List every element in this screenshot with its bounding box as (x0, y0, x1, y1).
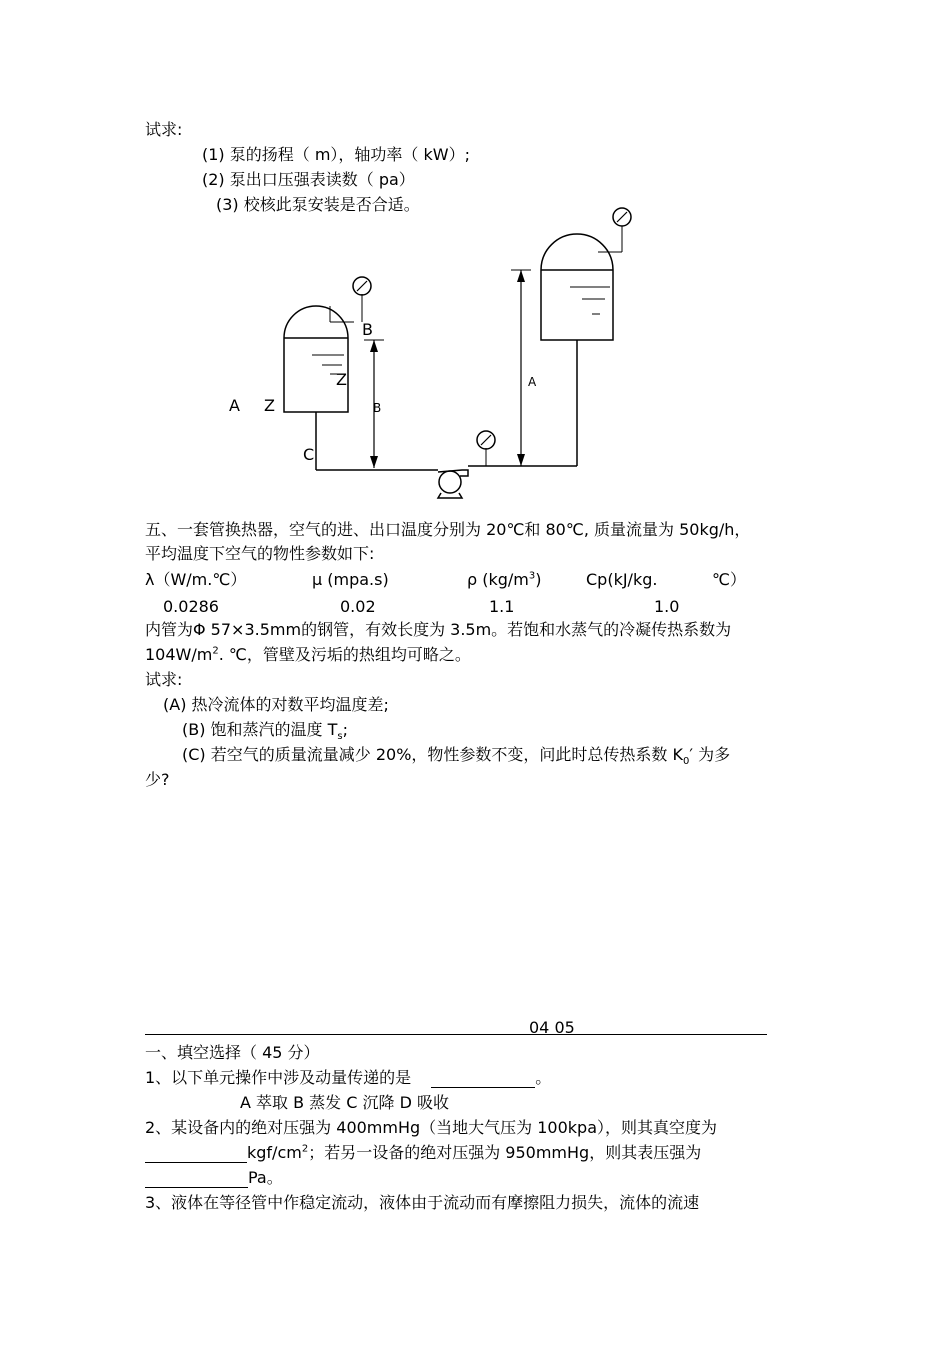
section-divider (145, 1034, 767, 1035)
problem4-ask: 试求: (145, 120, 183, 139)
diagram-label-a-left: A (229, 396, 240, 415)
answer-blank-2[interactable] (145, 1146, 247, 1163)
property-header-mu: μ (mpa.s) (312, 570, 389, 589)
problem5-qc: (C) 若空气的质量流量减少 20%，物性参数不变，问此时总传热系数 $K_0'$ 为多 (182, 745, 731, 768)
property-header-rho: ρ $(kg/m^3)$ (467, 570, 542, 589)
answer-blank-1[interactable] (431, 1071, 535, 1088)
property-value-cp: 1.0 (654, 597, 680, 616)
section1-q2-cont: kgf/$cm^2$；若另一设备的绝对压强为 950mmHg，则其表压强为 (145, 1143, 701, 1163)
property-value-lambda: 0.0286 (163, 597, 219, 616)
problem5-line1: 五、一套管换热器，空气的进、出口温度分别为 20℃和 80℃, 质量流量为 50kg/h， (145, 520, 751, 539)
section1-q1-options: A 萃取 B 蒸发 C 沉降 D 吸收 (240, 1093, 450, 1112)
problem4-q1: (1) 泵的扬程（ m），轴功率（ kW）; (202, 145, 470, 164)
problem5-line4: $104W/m^2$. ℃，管壁及污垢的热组均可略之。 (145, 645, 471, 664)
section1-title: 一、填空选择（ 45 分） (145, 1043, 320, 1062)
pump-icon (439, 471, 461, 493)
diagram-label-z: Z (336, 370, 347, 389)
divider-label: 04 05 (529, 1018, 575, 1037)
section1-q3: 3、液体在等径管中作稳定流动，液体由于流动而有摩擦阻力损失，流体的流速 (145, 1193, 700, 1212)
problem5-qb: (B) 饱和蒸汽的温度 $T_s$; (182, 720, 349, 743)
pump-system-diagram (0, 0, 950, 520)
problem5-ask: 试求: (145, 670, 183, 689)
diagram-label-z-left: Z (264, 396, 275, 415)
answer-blank-3[interactable] (145, 1171, 248, 1188)
property-header-cp: Cp(kJ/kg. (586, 570, 658, 589)
section1-q2-end: Pa。 (145, 1168, 283, 1188)
section1-q1: 1、以下单元操作中涉及动量传递的是 。 (145, 1068, 552, 1087)
property-value-rho: 1.1 (489, 597, 515, 616)
diagram-label-b: B (362, 320, 373, 339)
section1-q2: 2、某设备内的绝对压强为 400mmHg（当地大气压为 100kpa），则其真空度为 (145, 1118, 718, 1137)
problem5-qa: (A) 热冷流体的对数平均温度差; (163, 695, 389, 714)
problem5-qc-continued: 少? (145, 770, 170, 789)
property-header-cp-unit: ℃） (712, 570, 746, 589)
diagram-dimension-b: B (373, 401, 382, 415)
problem4-q2: (2) 泵出口压强表读数（ pa） (202, 170, 415, 189)
problem4-q3: (3) 校核此泵安装是否合适。 (216, 195, 420, 214)
diagram-dimension-a: A (528, 375, 537, 389)
problem5-line3: 内管为Φ 57×3.5mm的钢管，有效长度为 3.5m。若饱和水蒸气的冷凝传热系数为 (145, 620, 732, 639)
property-value-mu: 0.02 (340, 597, 376, 616)
diagram-label-c: C (303, 445, 315, 464)
problem5-line2: 平均温度下空气的物性参数如下: (145, 544, 375, 563)
property-header-lambda: λ（W/m.℃） (145, 570, 247, 589)
